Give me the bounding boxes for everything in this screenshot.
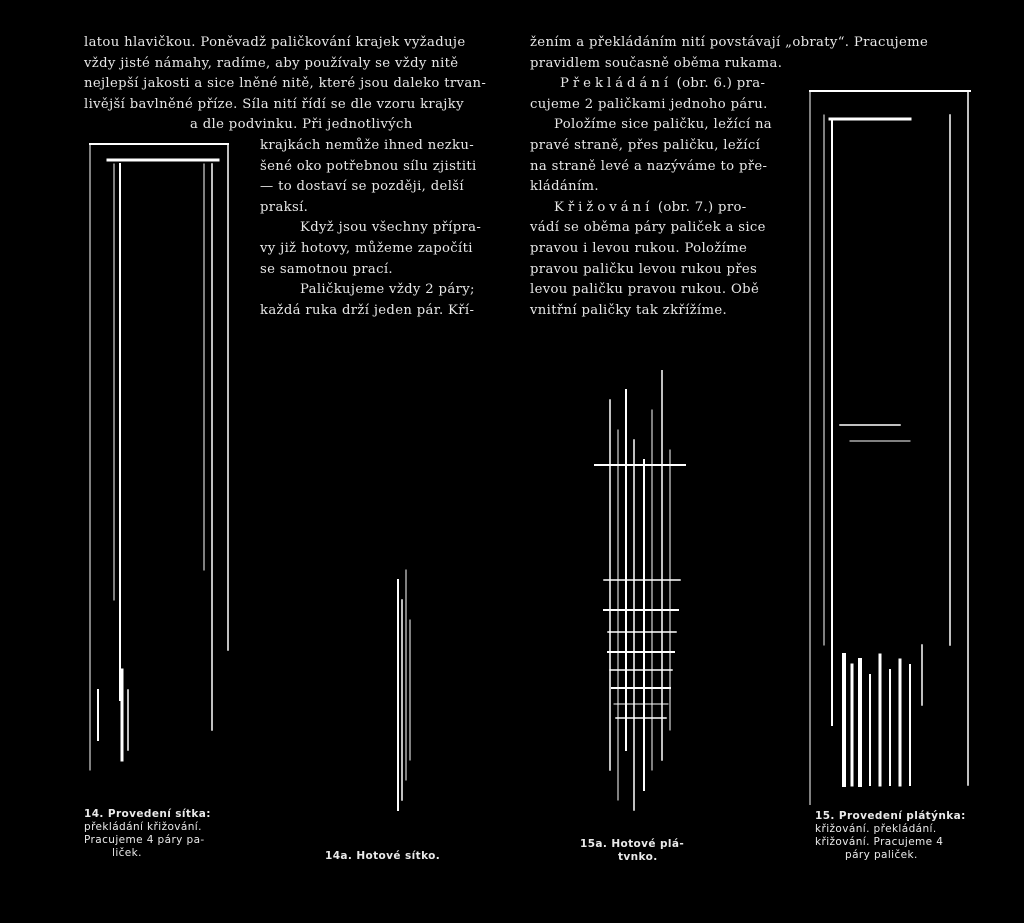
text-line: se samotnou prací.: [260, 261, 393, 277]
text-line: pravou i levou rukou. Položíme: [530, 240, 748, 256]
figure-14-frame: [84, 130, 244, 810]
text-line: kládáním.: [530, 179, 599, 195]
text-line: praksí.: [260, 199, 309, 215]
text-line: každá ruka drží jeden pár. Kří-: [260, 302, 475, 318]
figure-15-frame: [800, 85, 980, 805]
text-line: pravidlem současně oběma rukama.: [530, 55, 783, 71]
text-line: Když jsou všechny přípra-: [300, 220, 482, 236]
text-line: levou paličku pravou rukou. Obě: [530, 282, 760, 298]
text-line: pravé straně, přes paličku, ležící: [530, 137, 761, 153]
text-line: Položíme sice paličku, ležící na: [554, 117, 773, 133]
term-prekladani: Překládání: [560, 76, 673, 92]
text-line: nejlepší jakosti a sice lněné nitě, které jsou daleko trvan-: [84, 76, 487, 92]
text-line: cujeme 2 paličkami jednoho páru.: [530, 96, 768, 112]
caption-15: 15. Provedení plátýnka: křižování. překládání. křižování. Pracujeme 4 páry paliček.: [815, 810, 966, 861]
text-line: žením a překládáním nití povstávají „obraty“. Pracujeme: [530, 35, 929, 50]
text-line: a dle podvinku. Při jednotlivých: [190, 117, 413, 133]
figure-14a-threads: [392, 560, 432, 820]
prekladani-line: Překládání (obr. 6.) pra-: [560, 76, 766, 92]
caption-15a: 15a. Hotové plá- tvnko.: [580, 838, 685, 863]
text-line: — to dostaví se později, delší: [260, 179, 464, 195]
text-line: vždy jisté námahy, radíme, aby používaly se vždy nitě: [84, 55, 459, 71]
text-line: pravou paličku levou rukou přes: [530, 261, 758, 277]
text-line: vádí se oběma páry paliček a sice: [530, 220, 766, 236]
text-line: Paličkujeme vždy 2 páry;: [300, 282, 475, 298]
text-line: šené oko potřebnou sílu zjistiti: [260, 158, 477, 174]
text-line: krajkách nemůže ihned nezku-: [260, 137, 475, 153]
text-line: latou hlavičkou. Poněvadž paličkování krajek vyžaduje: [84, 35, 466, 50]
text-line: vnitřní paličky tak zkřížíme.: [530, 302, 728, 318]
caption-14a: 14a. Hotové sítko.: [325, 850, 441, 862]
term-krizovani: Křižování: [554, 199, 654, 215]
figure-15a-grid: [590, 370, 700, 830]
text-line: livější bavlněné příze. Síla nití řídí se dle vzoru krajky: [84, 96, 464, 112]
caption-14: 14. Provedení sítka: překládání křižování. Pracujeme 4 páry pa- liček.: [84, 808, 211, 859]
text-line: vy již hotovy, můžeme započíti: [260, 240, 473, 256]
krizovani-line: Křižování (obr. 7.) pro-: [554, 199, 747, 215]
text-line: na straně levé a nazýváme to pře-: [530, 158, 768, 174]
